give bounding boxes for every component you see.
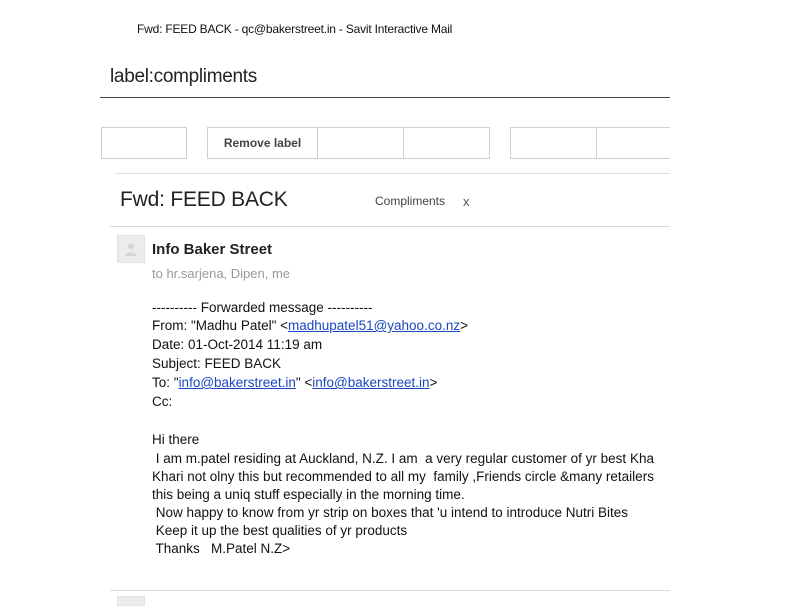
sender-name[interactable]: Info Baker Street: [152, 241, 273, 258]
body-line: Now happy to know from yr strip on boxes that 'u intend to introduce Nutri Bites: [152, 505, 629, 520]
delete-button[interactable]: [404, 127, 490, 159]
person-icon: [123, 241, 139, 257]
report-spam-button[interactable]: [318, 127, 404, 159]
body-line: this being a uniq stuff especially in the morning time.: [152, 487, 465, 502]
blank-line: [152, 411, 670, 430]
avatar: [117, 235, 145, 263]
labels-button[interactable]: [597, 127, 670, 159]
message-end-divider: [110, 590, 670, 591]
message-body: [152, 298, 670, 557]
forwarded-header: ---------- Forwarded message ----------: [152, 300, 373, 315]
to-email-link[interactable]: info@bakerstreet.in: [178, 375, 296, 390]
recipients-summary[interactable]: to hr.sarjena, Dipen, me: [152, 266, 291, 281]
toolbar-divider: [115, 173, 670, 174]
move-to-button[interactable]: [510, 127, 597, 159]
from-line: From: "Madhu Patel" <madhupatel51@yahoo.co.nz>: [152, 318, 468, 333]
cc-line: Cc:: [152, 394, 173, 409]
date-line: Date: 01-Oct-2014 11:19 am: [152, 337, 323, 352]
subject-line: Subject: FEED BACK: [152, 356, 282, 371]
title-divider: [100, 97, 670, 98]
message-divider: [110, 226, 670, 227]
body-line: Keep it up the best qualities of yr products: [152, 523, 408, 538]
body-line: Khari not olny this but recommended to all my family ,Friends circle &many retailers: [152, 469, 654, 484]
next-message-avatar: [117, 596, 145, 606]
label-chip-compliments[interactable]: Compliments: [375, 194, 446, 208]
greeting-line: Hi there: [152, 432, 200, 447]
body-line: Thanks M.Patel N.Z>: [152, 541, 291, 556]
to-line: To: "info@bakerstreet.in" <info@bakerstreet.in>: [152, 375, 438, 390]
message-subject: Fwd: FEED BACK: [120, 188, 288, 211]
label-view-title: label:compliments: [110, 66, 257, 87]
from-email-link[interactable]: madhupatel51@yahoo.co.nz: [288, 318, 461, 333]
remove-label-button[interactable]: Remove label: [207, 127, 318, 159]
body-line: I am m.patel residing at Auckland, N.Z. I am a very regular customer of yr best Kha: [152, 451, 654, 466]
remove-label-x-icon[interactable]: x: [463, 194, 470, 209]
back-button[interactable]: [101, 127, 187, 159]
window-title: Fwd: FEED BACK - qc@bakerstreet.in - Savit Interactive Mail: [137, 22, 453, 36]
to-email-link-2[interactable]: info@bakerstreet.in: [312, 375, 430, 390]
